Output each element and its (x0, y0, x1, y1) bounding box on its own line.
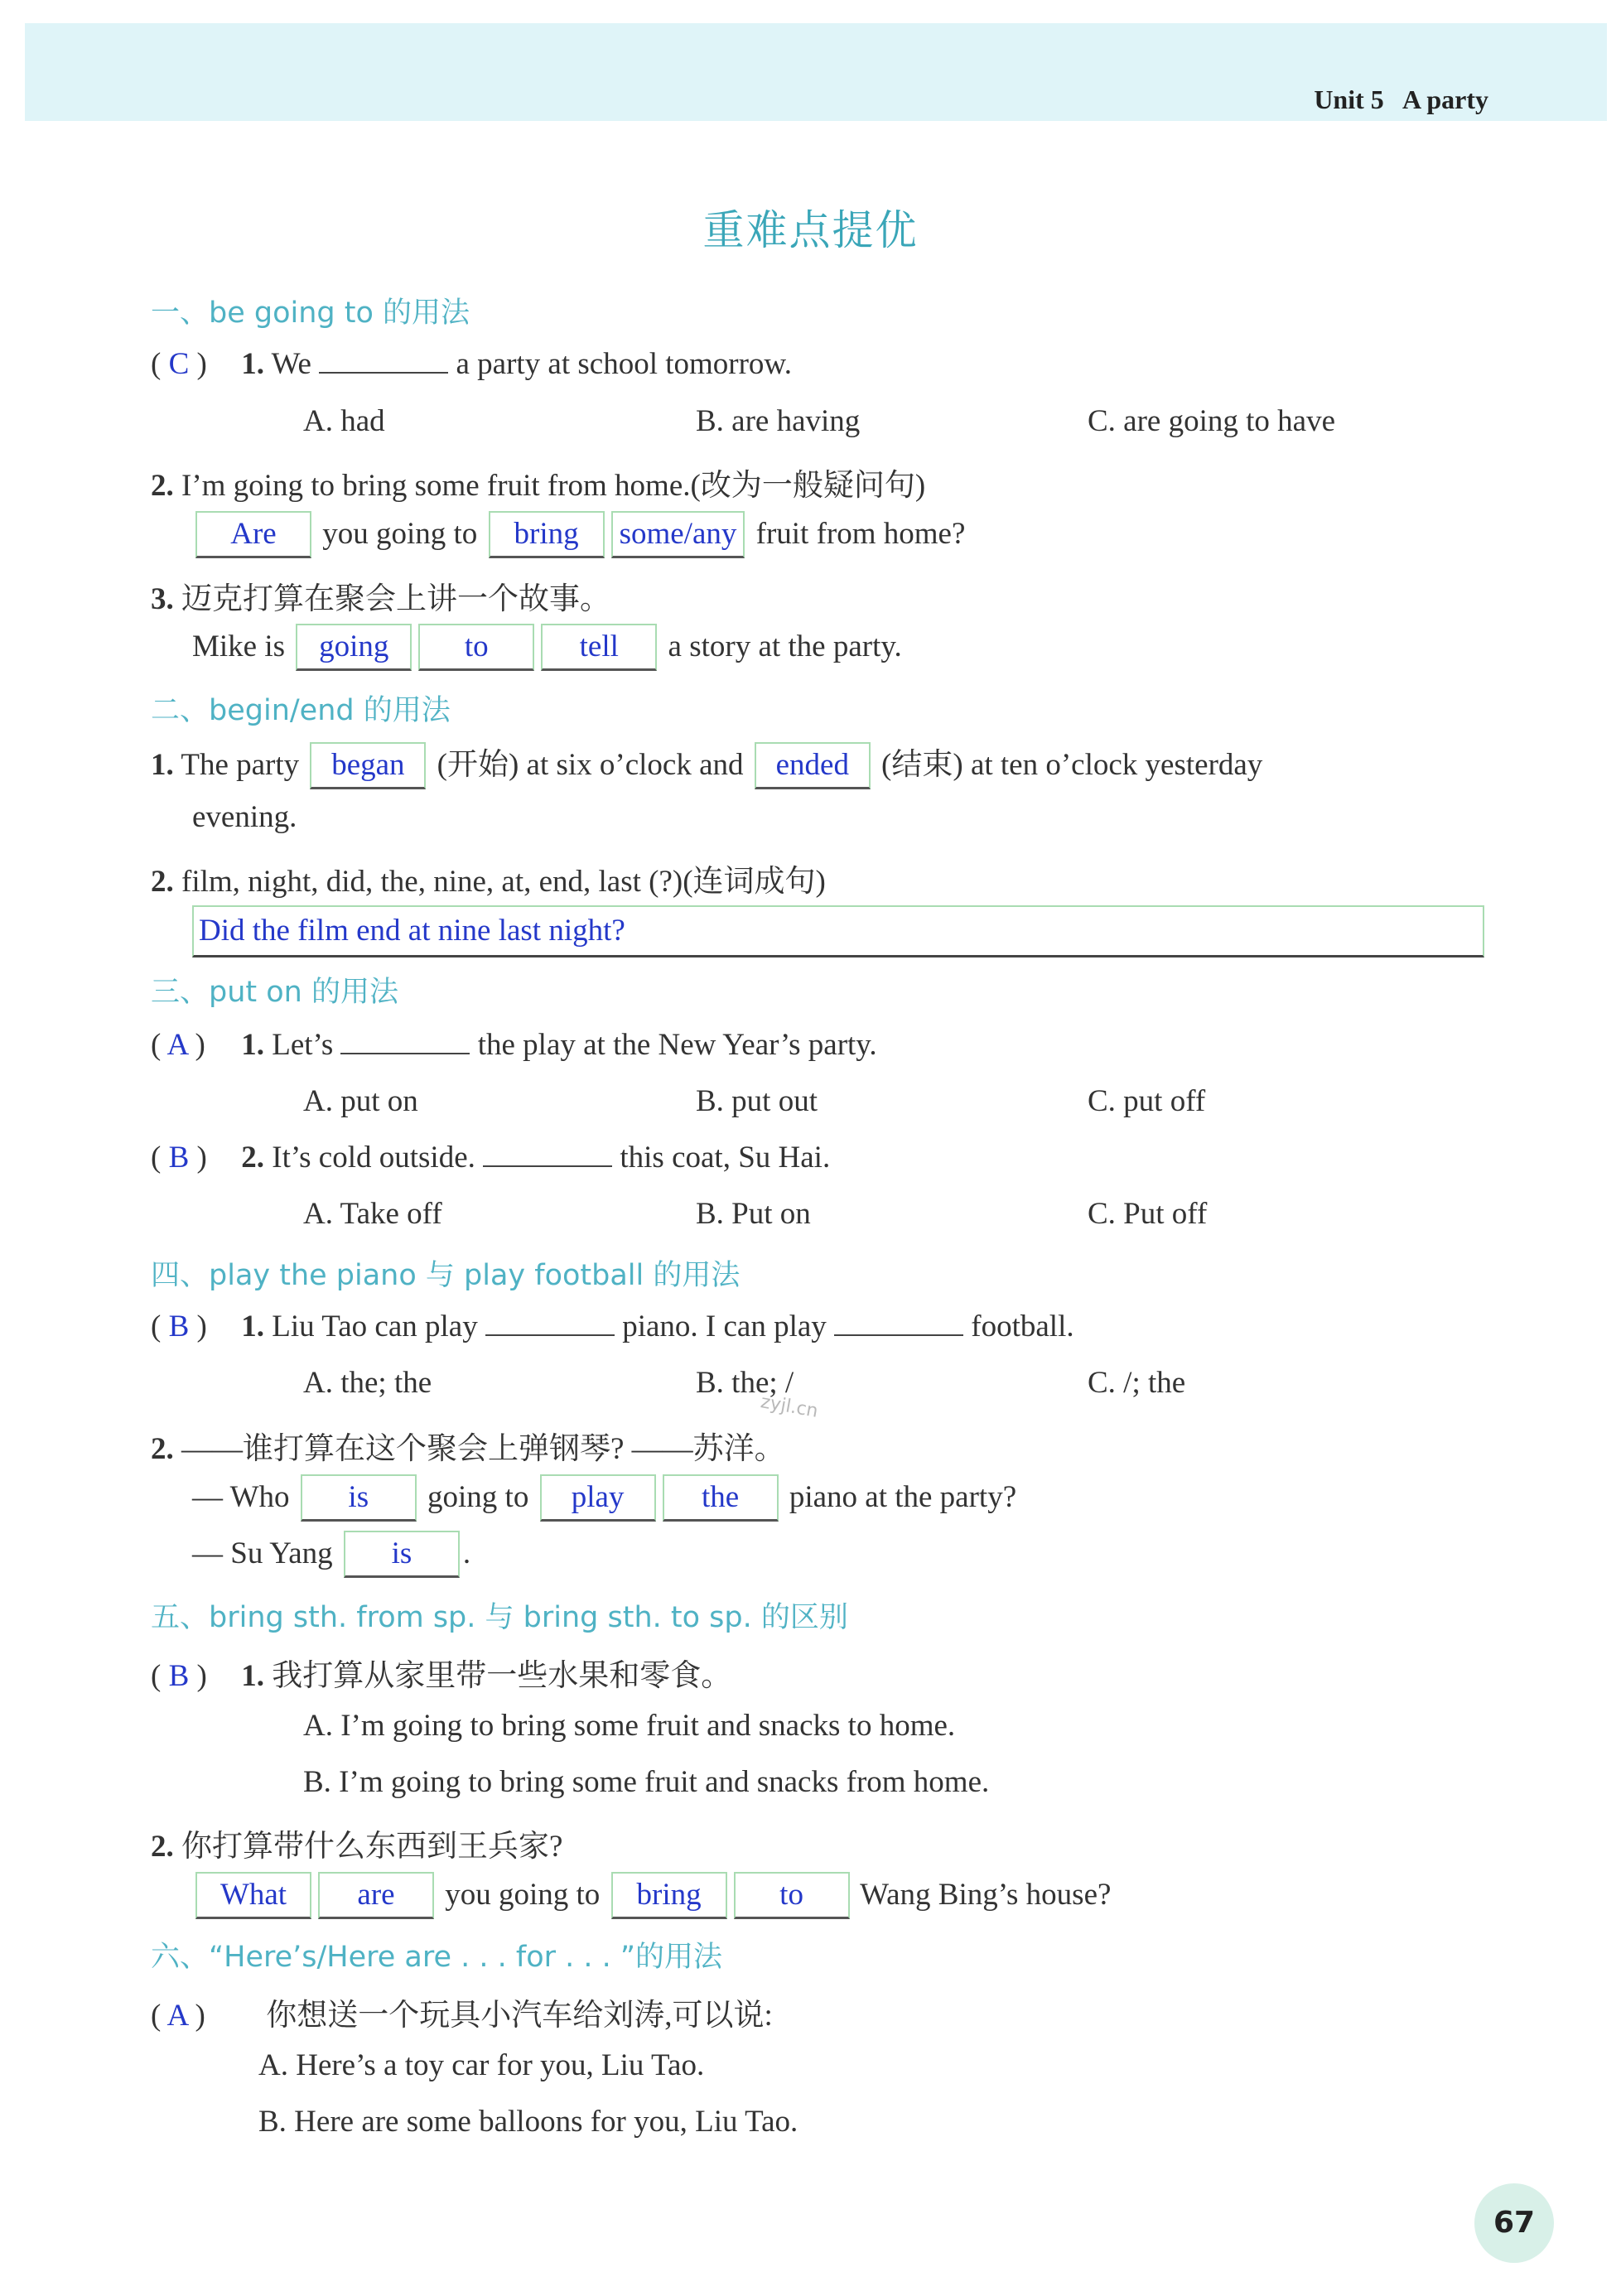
option-a: A. I’m going to bring some fruit and snacks to home. (303, 1709, 956, 1743)
filled-blank: is (344, 1531, 460, 1578)
question-prompt: film, night, did, the, nine, at, end, last (?)(连词成句) (181, 865, 826, 899)
option-b: B. are having (696, 404, 861, 438)
question-text: Liu Tao can play (272, 1310, 478, 1343)
sentence-text: you going to (445, 1878, 601, 1912)
choice-answer: C (168, 347, 190, 381)
option-b: B. I’m going to bring some fruit and snacks from home. (303, 1765, 990, 1799)
choice-answer: B (168, 1310, 190, 1343)
filled-blank: tell (541, 624, 657, 671)
question-number: 2. (151, 469, 174, 503)
question-s1-q2 (151, 460, 925, 504)
sentence-text: piano at the party? (789, 1480, 1017, 1514)
section-heading-3: 三、put on 的用法 (151, 976, 398, 1009)
question-s3-q2 (151, 1140, 830, 1175)
sentence-text: The party (181, 748, 300, 782)
blank-line (319, 347, 448, 374)
question-text: this coat, Su Hai. (620, 1141, 831, 1175)
question-number: 1. (151, 748, 174, 782)
blank-line (834, 1310, 963, 1336)
question-s1-q1 (151, 346, 792, 382)
question-prompt: I’m going to bring some fruit from home.(改为一般疑问句) (181, 469, 926, 503)
filled-blank: began (310, 742, 426, 789)
unit-header (1314, 84, 1488, 115)
option-a: A. had (303, 404, 385, 438)
filled-blank: is (301, 1474, 417, 1522)
filled-blank: bring (489, 511, 605, 558)
question-text: a party at school tomorrow. (456, 347, 793, 381)
sentence-text: fruit from home? (755, 517, 966, 551)
question-text: piano. I can play (622, 1310, 827, 1343)
option-b: B. Put on (696, 1197, 811, 1231)
sentence-text: a story at the party. (668, 629, 902, 663)
choice-answer: B (168, 1659, 190, 1693)
section-heading-6: 六、“Here’s/Here are . . . for . . . ”的用法 (151, 1941, 723, 1974)
filled-blank: going (296, 624, 412, 671)
watermark: zyjl.cn (759, 1392, 820, 1422)
question-s2-q1 (151, 739, 1262, 789)
question-text: football. (971, 1310, 1074, 1343)
section-heading-1: 一、be going to 的用法 (151, 297, 470, 330)
sentence-text: going to (427, 1480, 529, 1514)
choice-answer: B (168, 1141, 190, 1175)
filled-blank: to (734, 1872, 850, 1919)
option-a: A. Take off (303, 1197, 442, 1231)
page-number: 67 (1474, 2183, 1554, 2263)
question-s1-q3 (151, 573, 610, 618)
sentence-text: Wang Bing’s house? (860, 1878, 1112, 1912)
answer-paren: ( B ) (151, 1310, 207, 1343)
question-number: 1. (241, 1310, 264, 1343)
question-number: 1. (241, 1028, 264, 1062)
answer-line-s1-q3 (192, 624, 902, 671)
question-s6-q1 (151, 1990, 773, 2034)
option-b: B. the; / (696, 1366, 794, 1400)
filled-blank: ended (755, 742, 871, 789)
option-a: A. the; the (303, 1366, 432, 1400)
option-c: C. Put off (1088, 1197, 1208, 1231)
filled-blank: the (663, 1474, 779, 1522)
answer-paren: ( C ) (151, 347, 207, 381)
question-text: We (271, 347, 311, 381)
question-number: 2. (151, 1830, 174, 1864)
filled-blank: Are (195, 511, 311, 558)
question-s5-q2 (151, 1821, 562, 1865)
question-number: 1. (241, 347, 264, 381)
blank-line (485, 1310, 615, 1336)
option-a: A. put on (303, 1084, 418, 1118)
filled-blank: What (195, 1872, 311, 1919)
option-c: C. are going to have (1088, 404, 1335, 438)
sentence-text: you going to (322, 517, 478, 551)
sentence-text: (开始) at six o’clock and (437, 748, 744, 782)
filled-blank: play (540, 1474, 656, 1522)
question-s4-q1 (151, 1309, 1074, 1344)
choice-answer: A (166, 1028, 188, 1062)
section-heading-5: 五、bring sth. from sp. 与 bring sth. to sp. 的区别 (151, 1601, 848, 1634)
sentence-text: — Su Yang (192, 1536, 333, 1570)
sentence-text: Mike is (192, 629, 286, 663)
question-prompt: 迈克打算在聚会上讲一个故事。 (181, 582, 610, 616)
blank-line (340, 1028, 470, 1054)
answer-line-s1-q2 (192, 511, 965, 558)
sentence-text: (结束) at ten o’clock yesterday (881, 748, 1263, 782)
question-prompt: ——谁打算在这个聚会上弹钢琴? ——苏洋。 (181, 1432, 785, 1466)
option-b: B. put out (696, 1084, 818, 1118)
sentence-text: . (462, 1536, 471, 1570)
option-c: C. put off (1088, 1084, 1206, 1118)
question-number: 2. (151, 865, 174, 899)
question-prompt: 我打算从家里带一些水果和零食。 (272, 1659, 732, 1693)
answer-line-s4-q2b (192, 1531, 470, 1578)
question-number: 3. (151, 582, 174, 616)
question-prompt: 你想送一个玩具小汽车给刘涛,可以说: (266, 1999, 773, 2033)
answer-paren: ( A ) (151, 1028, 205, 1062)
section-heading-2: 二、begin/end 的用法 (151, 694, 451, 727)
option-c: C. /; the (1088, 1366, 1186, 1400)
question-s5-q1 (151, 1650, 731, 1695)
unit-label: Unit 5 (1314, 84, 1384, 114)
section-heading-4: 四、play the piano 与 play football 的用法 (151, 1259, 741, 1292)
answer-paren: ( B ) (151, 1659, 207, 1693)
unit-topic: A party (1402, 84, 1488, 114)
option-b: B. Here are some balloons for you, Liu Tao. (258, 2105, 798, 2139)
question-s3-q1 (151, 1027, 877, 1063)
answer-paren: ( A ) (151, 1999, 205, 2033)
filled-blank: some/any (611, 511, 745, 558)
filled-blank: are (318, 1872, 434, 1919)
question-number: 2. (151, 1432, 174, 1466)
blank-line (483, 1141, 612, 1167)
answer-line-s4-q2a (192, 1474, 1016, 1522)
choice-answer: A (166, 1999, 188, 2033)
sentence-text: evening. (192, 800, 297, 834)
filled-blank: bring (611, 1872, 727, 1919)
question-text: It’s cold outside. (272, 1141, 475, 1175)
option-a: A. Here’s a toy car for you, Liu Tao. (258, 2048, 705, 2082)
answer-sentence: Did the film end at nine last night? (192, 905, 1484, 957)
question-s2-q2 (151, 856, 826, 900)
sentence-text: — Who (192, 1480, 290, 1514)
question-text: Let’s (272, 1028, 334, 1062)
answer-paren: ( B ) (151, 1141, 207, 1175)
question-prompt: 你打算带什么东西到王兵家? (181, 1830, 563, 1864)
filled-blank: to (418, 624, 534, 671)
answer-line-s5-q2 (192, 1872, 1111, 1919)
question-s4-q2 (151, 1423, 785, 1468)
page-title: 重难点提优 (702, 206, 919, 254)
question-text: the play at the New Year’s party. (477, 1028, 877, 1062)
question-number: 2. (241, 1141, 264, 1175)
question-number: 1. (241, 1659, 264, 1693)
